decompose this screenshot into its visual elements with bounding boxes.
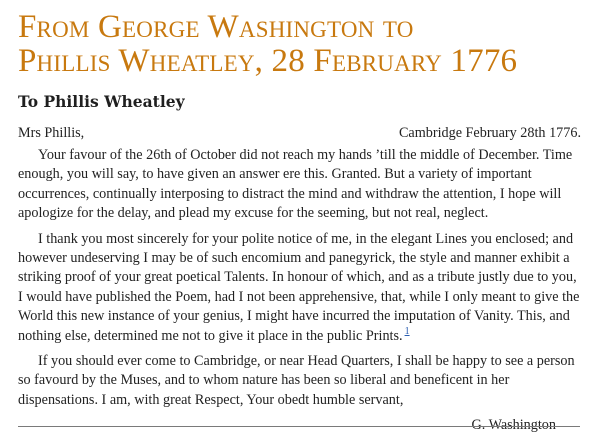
paragraph-text: I thank you most sincerely for your polite notice of me, in the elegant Lines you enclosed; and however undeserving I may be of such encomium and panegyrick, the style and manner exhibit a striking proof of your great poetical Talents. In honour of which, and as a tribute justly due to you, I would have published the Poem, had I not been apprehensive, that, while I only meant to give the World this new instance of your genius, I might have incurred the imputation of Vanity. This, and nothing else, determined me not to give it place in the public Prints. (18, 230, 580, 344)
salutation: Mrs Phillis, (18, 125, 85, 141)
page-title (18, 0, 581, 78)
letter-paragraph-1 (18, 146, 581, 224)
divider (18, 426, 580, 427)
footnote-link[interactable]: 1 (404, 325, 410, 337)
letter-body (18, 124, 581, 436)
letter-paragraph-2 (18, 230, 581, 346)
title-line-1: From George Washington to (18, 9, 414, 45)
letter-paragraph-3 (18, 352, 581, 410)
paragraph-text: Your favour of the 26th of October did not reach my hands ’till the middle of December. Time enough, you will say, to have given an answer ere this. Granted. But a variety of important occurrences, continually interposing to distract the mind and withdraw the attention, I hope will apologize for the delay, and plead my excuse for the seeming, but not real, neglect. (18, 147, 573, 222)
dateline-row (18, 124, 581, 146)
letter-page (18, 0, 581, 434)
paragraph-text: If you should ever come to Cambridge, or near Head Quarters, I shall be happy to see a person so favourd by the Muses, and to whom nature has been so liberal and beneficent in her dispensations. I am, with great Respect, Your obedt humble servant, (18, 353, 575, 408)
title-line-2: Phillis Wheatley, 28 February 1776 (18, 43, 518, 79)
recipient-heading: To Phillis Wheatley (18, 92, 185, 111)
signature: G. Washington (471, 417, 556, 434)
place-date: Cambridge February 28th 1776. (398, 125, 581, 141)
